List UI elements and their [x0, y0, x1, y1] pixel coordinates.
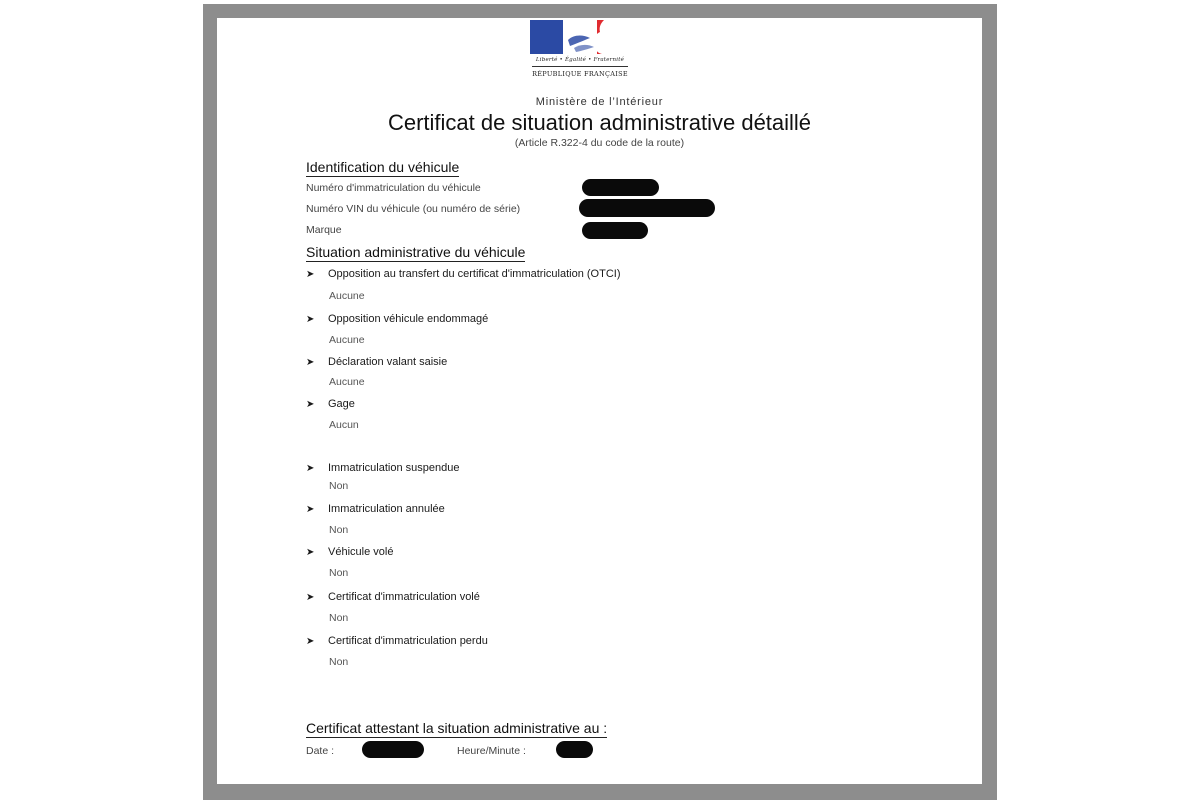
- arrowhead-bullet-icon: ➤: [306, 504, 315, 515]
- field-brand-label: Marque: [306, 224, 342, 236]
- situation-item-label: Déclaration valant saisie: [328, 356, 448, 368]
- situation-item-otci: [306, 268, 620, 280]
- marianne-flag-icon: [530, 20, 630, 54]
- field-vin-label: Numéro VIN du véhicule (ou numéro de série): [306, 203, 521, 215]
- situation-item-value: Non: [329, 612, 349, 624]
- arrowhead-bullet-icon: ➤: [306, 592, 315, 603]
- field-registration-number-label: Numéro d'immatriculation du véhicule: [306, 182, 481, 194]
- situation-item-label: Gage: [328, 398, 355, 410]
- date-label: Date :: [306, 745, 335, 757]
- situation-item-label: Opposition au transfert du certificat d'immatriculation (OTCI): [328, 268, 621, 280]
- situation-item-label: Certificat d'immatriculation perdu: [328, 635, 488, 647]
- situation-heading: Situation administrative du véhicule: [306, 244, 526, 260]
- attestation-heading: Certificat attestant la situation administrative au :: [306, 720, 608, 736]
- situation-item-seizure: [306, 356, 447, 368]
- arrowhead-bullet-icon: ➤: [306, 399, 315, 410]
- situation-item-label: Immatriculation annulée: [328, 503, 445, 515]
- situation-item-label: Certificat d'immatriculation volé: [328, 591, 480, 603]
- situation-item-value: Aucune: [329, 334, 365, 346]
- logo-republic-name: RÉPUBLIQUE FRANÇAISE: [532, 70, 628, 78]
- document-subtitle: (Article R.322-4 du code de la route): [514, 137, 685, 149]
- situation-item-suspended: [306, 462, 459, 474]
- situation-item-value: Non: [329, 524, 349, 536]
- logo-motto: Liberté • Égalité • Fraternité: [535, 57, 625, 63]
- situation-item-value: Aucune: [329, 376, 365, 388]
- situation-item-stolen-certificate: [306, 591, 480, 603]
- redacted-time: [556, 741, 593, 758]
- arrowhead-bullet-icon: ➤: [306, 314, 315, 325]
- arrowhead-bullet-icon: ➤: [306, 357, 315, 368]
- situation-item-value: Non: [329, 656, 349, 668]
- situation-item-value: Non: [329, 567, 349, 579]
- situation-item-stolen-vehicle: [306, 546, 393, 558]
- identification-heading: Identification du véhicule: [306, 159, 460, 175]
- document-title: Certificat de situation administrative détaillé: [387, 110, 812, 135]
- redacted-registration-number: [582, 179, 659, 196]
- situation-item-label: Immatriculation suspendue: [328, 462, 460, 474]
- situation-item-value: Non: [329, 480, 349, 492]
- situation-item-label: Véhicule volé: [328, 546, 394, 558]
- situation-item-pledge: [306, 398, 355, 410]
- redacted-vin: [579, 199, 715, 217]
- logo-divider: [532, 66, 628, 67]
- arrowhead-bullet-icon: ➤: [306, 636, 315, 647]
- redacted-date: [362, 741, 424, 758]
- arrowhead-bullet-icon: ➤: [306, 547, 315, 558]
- redacted-brand: [582, 222, 648, 239]
- situation-item-label: Opposition véhicule endommagé: [328, 313, 489, 325]
- arrowhead-bullet-icon: ➤: [306, 269, 315, 280]
- republique-francaise-logo: [530, 20, 630, 82]
- arrowhead-bullet-icon: ➤: [306, 463, 315, 474]
- situation-item-value: Aucun: [329, 419, 359, 431]
- ministry-name: Ministère de l’Intérieur: [535, 96, 664, 108]
- situation-item-lost-certificate: [306, 635, 488, 647]
- situation-item-value: Aucune: [329, 290, 365, 302]
- situation-item-damaged-vehicle: [306, 313, 488, 325]
- situation-item-cancelled: [306, 503, 445, 515]
- time-label: Heure/Minute :: [457, 745, 526, 757]
